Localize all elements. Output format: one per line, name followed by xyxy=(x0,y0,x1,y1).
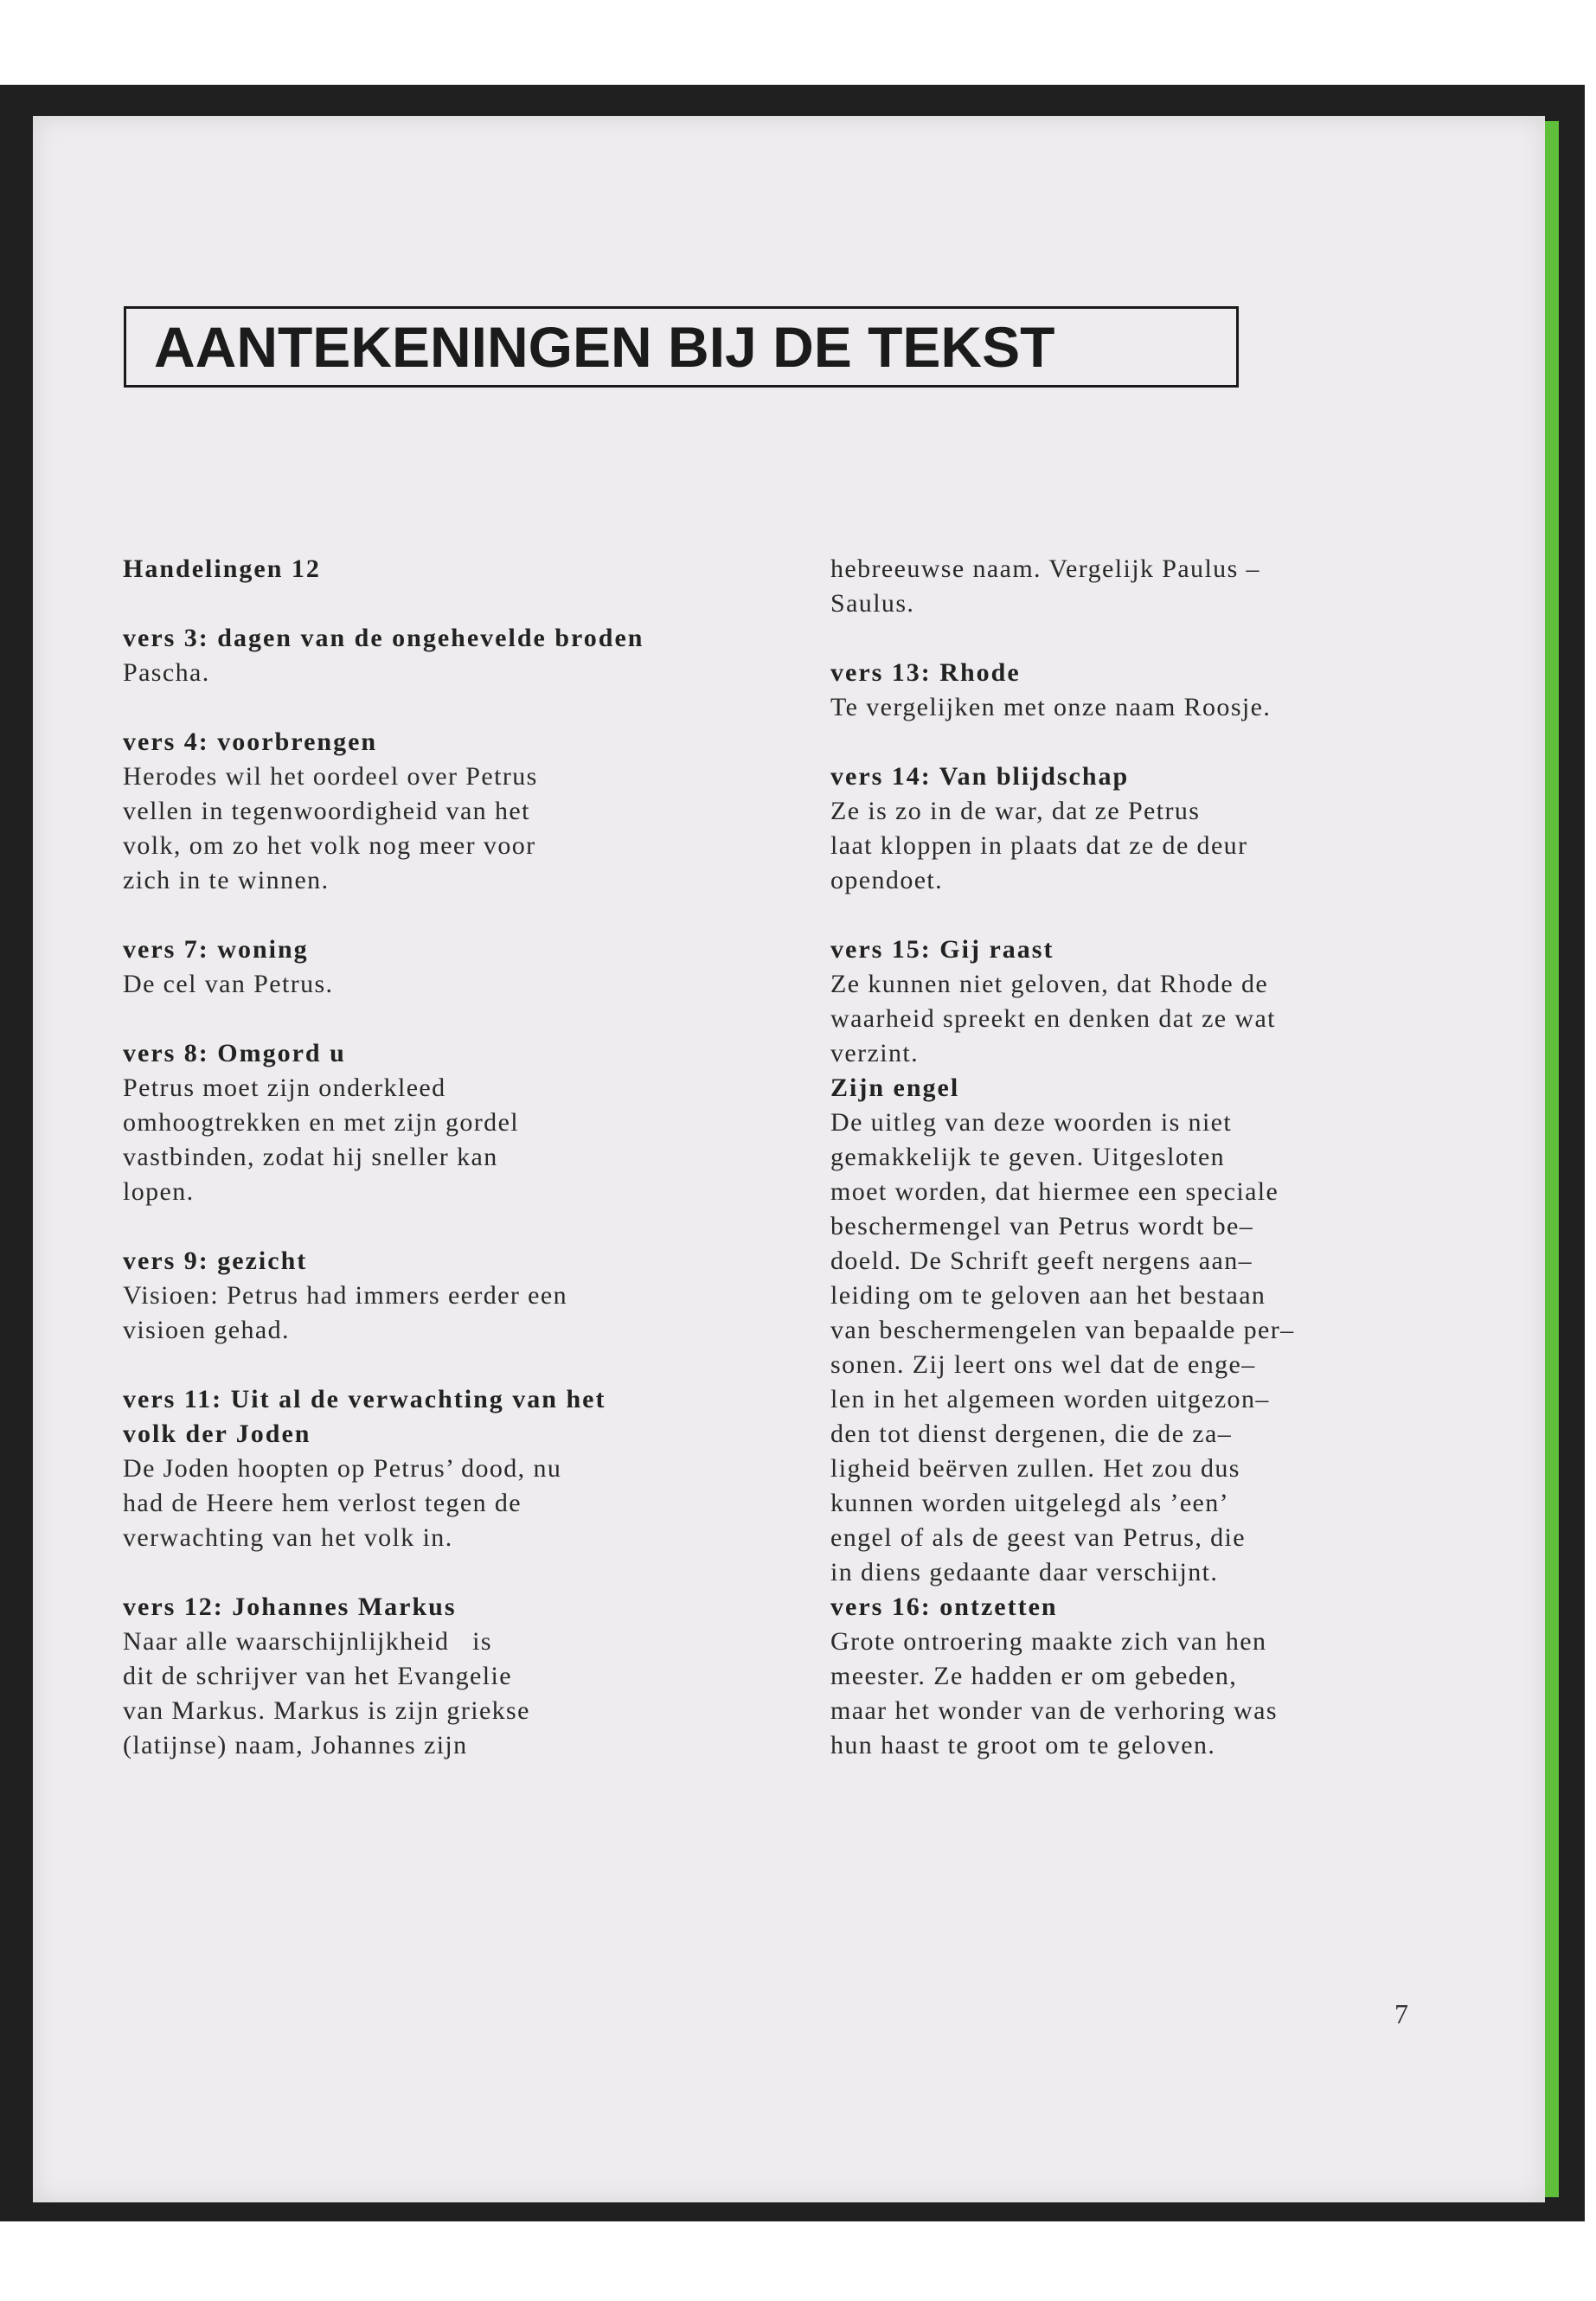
note-line: leiding om te geloven aan het bestaan xyxy=(830,1281,1266,1310)
sub-heading: Zijn engel xyxy=(830,1074,960,1102)
note-line: van Markus. Markus is zijn griekse xyxy=(123,1696,530,1725)
note-line: Ze is zo in de war, dat ze Petrus xyxy=(830,797,1201,825)
note-line: Te vergelijken met onze naam Roosje. xyxy=(830,693,1272,721)
note-entry xyxy=(123,933,763,1002)
note-line: Naar alle waarschijnlijkheid is xyxy=(123,1627,492,1656)
note-line: visioen gehad. xyxy=(123,1316,290,1344)
note-line: in diens gedaante daar verschijnt. xyxy=(830,1558,1219,1586)
note-line: laat kloppen in plaats dat ze de deur xyxy=(830,831,1248,860)
note-line: den tot dienst dergenen, die de za– xyxy=(830,1420,1233,1448)
note-entry xyxy=(830,656,1453,725)
left-column xyxy=(123,552,763,1763)
note-line: doeld. De Schrift geeft nergens aan– xyxy=(830,1247,1253,1275)
title-banner xyxy=(124,306,1239,388)
note-line: Herodes wil het oordeel over Petrus xyxy=(123,762,538,791)
note-line: van beschermengelen van bepaalde per– xyxy=(830,1316,1295,1344)
verse-heading: vers 7: woning xyxy=(123,935,309,964)
note-line: vastbinden, zodat hij sneller kan xyxy=(123,1143,498,1171)
verse-heading: vers 16: ontzetten xyxy=(830,1593,1058,1621)
note-entry xyxy=(123,552,763,586)
note-entry xyxy=(123,1244,763,1348)
note-line: waarheid spreekt en denken dat ze wat xyxy=(830,1004,1276,1033)
note-entry xyxy=(830,933,1453,1071)
note-line: ligheid beërven zullen. Het zou dus xyxy=(830,1454,1240,1483)
note-entry xyxy=(830,1071,1453,1590)
note-line: verwachting van het volk in. xyxy=(123,1523,453,1552)
verse-heading: vers 12: Johannes Markus xyxy=(123,1593,457,1621)
verse-heading: vers 11: Uit al de verwachting van het xyxy=(123,1385,606,1413)
note-line: Petrus moet zijn onderkleed xyxy=(123,1074,446,1102)
note-line: Pascha. xyxy=(123,658,210,687)
verse-heading: vers 4: voorbrengen xyxy=(123,727,378,756)
note-line: De uitleg van deze woorden is niet xyxy=(830,1108,1233,1137)
note-line: dit de schrijver van het Evangelie xyxy=(123,1662,512,1690)
verse-heading-continued: volk der Joden xyxy=(123,1420,311,1448)
note-line: Grote ontroering maakte zich van hen xyxy=(830,1627,1267,1656)
note-line: meester. Ze hadden er om gebeden, xyxy=(830,1662,1238,1690)
note-line: Visioen: Petrus had immers eerder een xyxy=(123,1281,568,1310)
note-line: had de Heere hem verlost tegen de xyxy=(123,1489,522,1517)
chapter-heading: Handelingen 12 xyxy=(123,554,321,583)
note-line: lopen. xyxy=(123,1177,195,1206)
note-line: sonen. Zij leert ons wel dat de enge– xyxy=(830,1350,1256,1379)
note-entry xyxy=(123,1036,763,1209)
note-line: maar het wonder van de verhoring was xyxy=(830,1696,1278,1725)
note-line: Ze kunnen niet geloven, dat Rhode de xyxy=(830,970,1269,998)
verse-heading: vers 9: gezicht xyxy=(123,1247,308,1275)
note-line: De cel van Petrus. xyxy=(123,970,334,998)
note-entry xyxy=(123,1382,763,1555)
note-line: hun haast te groot om te geloven. xyxy=(830,1731,1216,1759)
note-line: omhoogtrekken en met zijn gordel xyxy=(123,1108,520,1137)
note-line: De Joden hoopten op Petrus’ dood, nu xyxy=(123,1454,562,1483)
verse-heading: vers 13: Rhode xyxy=(830,658,1021,687)
note-entry xyxy=(830,760,1453,898)
note-line: Saulus. xyxy=(830,589,915,618)
note-line: beschermengel van Petrus wordt be– xyxy=(830,1212,1254,1240)
note-line: moet worden, dat hiermee een speciale xyxy=(830,1177,1279,1206)
note-entry xyxy=(123,621,763,690)
note-line: hebreeuwse naam. Vergelijk Paulus – xyxy=(830,554,1260,583)
note-entry xyxy=(123,725,763,898)
verse-heading: vers 14: Van blijdschap xyxy=(830,762,1130,791)
page-number: 7 xyxy=(1394,1998,1408,2029)
right-column xyxy=(830,552,1453,1763)
note-line: len in het algemeen worden uitgezon– xyxy=(830,1385,1270,1413)
note-line: opendoet. xyxy=(830,866,944,894)
note-line: (latijnse) naam, Johannes zijn xyxy=(123,1731,468,1759)
note-entry xyxy=(830,552,1453,621)
note-line: zich in te winnen. xyxy=(123,866,330,894)
note-line: verzint. xyxy=(830,1039,919,1067)
note-line: kunnen worden uitgelegd als ’een’ xyxy=(830,1489,1230,1517)
note-line: vellen in tegenwoordigheid van het xyxy=(123,797,530,825)
note-line: gemakkelijk te geven. Uitgesloten xyxy=(830,1143,1226,1171)
verse-heading: vers 15: Gij raast xyxy=(830,935,1054,964)
note-entry xyxy=(830,1590,1453,1763)
note-entry xyxy=(123,1590,763,1763)
page-title: AANTEKENINGEN BIJ DE TEKST xyxy=(154,315,1055,379)
note-line: volk, om zo het volk nog meer voor xyxy=(123,831,536,860)
note-line: engel of als de geest van Petrus, die xyxy=(830,1523,1247,1552)
verse-heading: vers 3: dagen van de ongehevelde broden xyxy=(123,624,644,652)
verse-heading: vers 8: Omgord u xyxy=(123,1039,346,1067)
